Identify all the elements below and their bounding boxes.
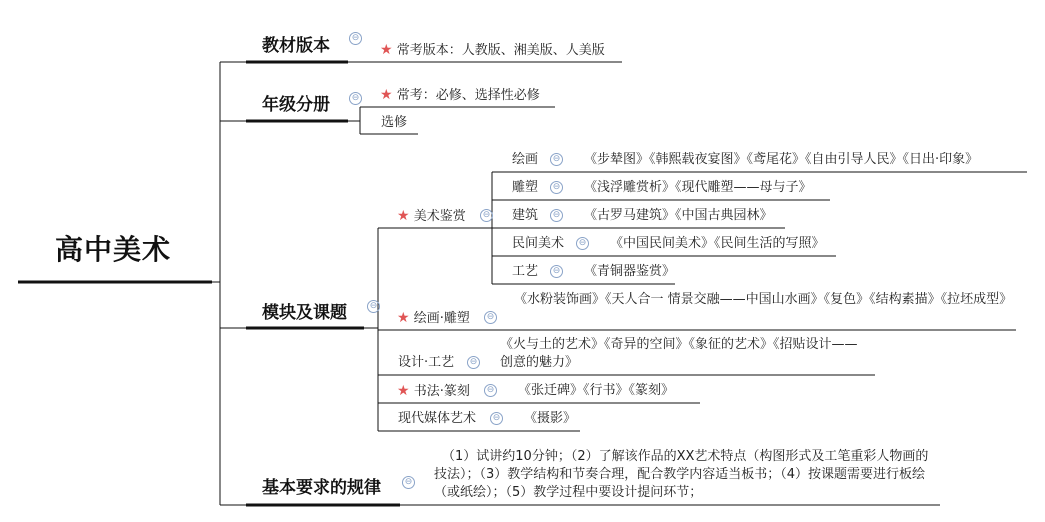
- collapse-icon[interactable]: ⊖: [367, 300, 380, 313]
- works-architecture[interactable]: 《古罗马建筑》《中国古典园林》: [584, 208, 773, 223]
- collapse-icon[interactable]: ⊖: [550, 181, 563, 194]
- collapse-icon[interactable]: ⊖: [484, 384, 497, 397]
- collapse-icon[interactable]: ⊖: [402, 476, 415, 489]
- works-painting[interactable]: 《步辇图》《韩熙载夜宴图》《鸢尾花》《自由引导人民》《日出·印象》: [584, 152, 979, 167]
- branch-grade[interactable]: 年级分册: [262, 95, 330, 115]
- node-calligraphy[interactable]: [397, 382, 470, 401]
- star-icon: ★: [397, 383, 410, 399]
- node-architecture[interactable]: 建筑: [512, 208, 539, 223]
- node-textbook-common[interactable]: [380, 41, 605, 60]
- node-label: 书法·篆刻: [413, 384, 470, 399]
- works-calligraphy[interactable]: 《张迁碑》《行书》《篆刻》: [518, 383, 675, 398]
- node-grade-common[interactable]: [380, 86, 540, 105]
- collapse-icon[interactable]: ⊖: [550, 153, 563, 166]
- node-folk-art[interactable]: 民间美术: [512, 236, 565, 251]
- node-craft[interactable]: 工艺: [512, 264, 539, 279]
- star-icon: ★: [397, 208, 410, 224]
- root-topic[interactable]: 高中美术: [55, 233, 172, 266]
- works-folk-art[interactable]: 《中国民间美术》《民间生活的写照》: [610, 236, 825, 251]
- works-sculpture[interactable]: 《浅浮雕赏析》《现代雕塑——母与子》: [584, 180, 812, 195]
- node-appreciation[interactable]: [397, 207, 466, 226]
- works-new-media[interactable]: 《摄影》: [524, 411, 577, 426]
- node-grade-elective[interactable]: 选修: [381, 115, 408, 130]
- collapse-icon[interactable]: ⊖: [467, 356, 480, 369]
- requirements-text[interactable]: （1）试讲约10分钟；（2）了解该作品的XX艺术特点（构图形式及工笔重彩人物画的技法）；（3）教学结构和节奏合理，配合教学内容适当板书；（4）按课题需要进行板绘（或纸绘）；（5）教学过程中要设计提问环节；: [434, 449, 929, 500]
- collapse-icon[interactable]: ⊖: [550, 209, 563, 222]
- collapse-icon[interactable]: ⊖: [484, 311, 497, 324]
- branch-modules[interactable]: 模块及课题: [262, 303, 347, 323]
- collapse-icon[interactable]: ⊖: [480, 209, 493, 222]
- node-design-craft[interactable]: 设计·工艺: [398, 355, 455, 370]
- node-label: 美术鉴赏: [413, 209, 466, 224]
- star-icon: ★: [380, 42, 393, 58]
- works-craft[interactable]: 《青铜器鉴赏》: [584, 264, 676, 279]
- collapse-icon[interactable]: ⊖: [576, 237, 589, 250]
- node-label: 常考：必修、选择性必修: [396, 88, 540, 103]
- star-icon: ★: [380, 87, 393, 103]
- star-icon: ★: [397, 310, 410, 326]
- works-painting-sculpture[interactable]: 《水粉装饰画》《天人合一 情景交融——中国山水画》《复色》《结构素描》《拉坯成型》: [514, 292, 1013, 307]
- collapse-icon[interactable]: ⊖: [490, 412, 503, 425]
- node-painting[interactable]: 绘画: [512, 152, 539, 167]
- node-painting-sculpture[interactable]: [397, 309, 470, 328]
- node-label: 绘画·雕塑: [413, 311, 470, 326]
- collapse-icon[interactable]: ⊖: [349, 92, 362, 105]
- branch-requirements[interactable]: 基本要求的规律: [262, 478, 381, 498]
- node-new-media[interactable]: 现代媒体艺术: [398, 411, 477, 426]
- branch-textbook[interactable]: 教材版本: [262, 36, 330, 56]
- node-sculpture[interactable]: 雕塑: [512, 180, 539, 195]
- works-design-craft[interactable]: 《火与土的艺术》《奇异的空间》《象征的艺术》《招贴设计——创意的魅力》: [500, 337, 858, 370]
- collapse-icon[interactable]: ⊖: [349, 32, 362, 45]
- collapse-icon[interactable]: ⊖: [550, 265, 563, 278]
- node-label: 常考版本：人教版、湘美版、人美版: [396, 43, 605, 58]
